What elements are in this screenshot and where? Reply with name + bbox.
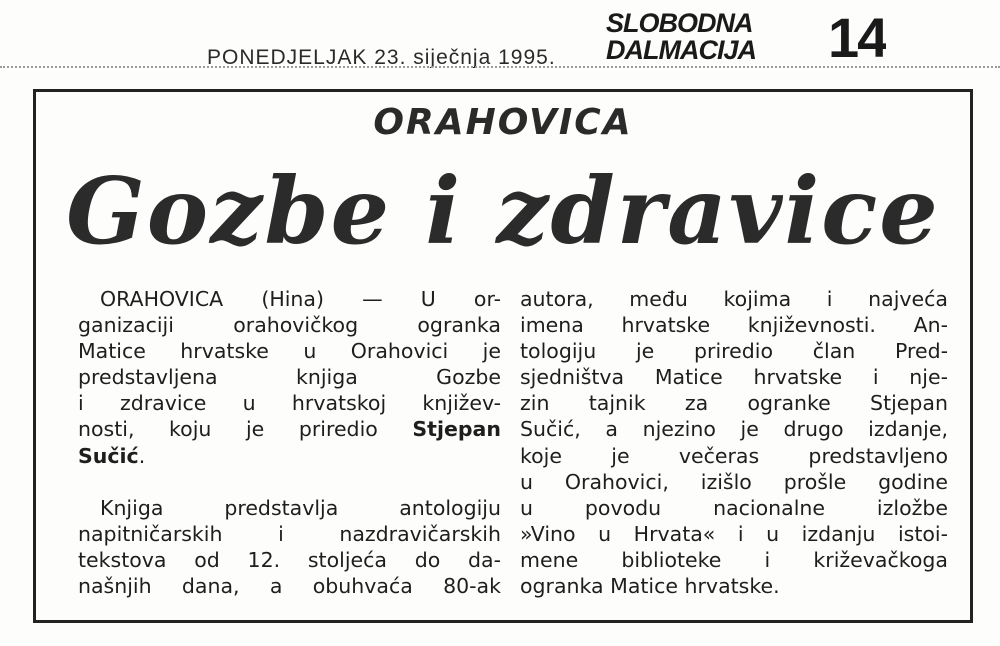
clipping-cut-line [0,66,1000,68]
text-line: zin tajnik za ogranke Stjepan [520,391,948,416]
text-line: tologiju je priredio član Pred- [520,339,948,364]
newspaper-name-line2: DALMACIJA [606,35,756,65]
text-line: koje je večeras predstavljeno [520,443,948,468]
text-line: u Orahovici, izišlo prošle godine [520,469,948,494]
text-line: ogranka Matice hrvatske. [520,574,780,599]
article-column-left [78,286,501,599]
article-column-right [520,286,948,599]
article-frame [33,89,973,623]
text-line: Sučić, a njezino je drugo izdanje, [520,417,948,442]
text-line: autora, među kojima i najveća [520,287,948,311]
text-line: i zdravice u hrvatskoj književ- [78,391,501,416]
text-line [78,443,501,469]
text-fragment: nosti, koju je priredio [78,417,378,442]
text-line: imena hrvatske književnosti. An- [520,313,948,338]
article-headline: Gozbe i zdravice [66,157,940,265]
text-line: tekstova od 12. stoljeća do da- [78,547,501,572]
text-fragment: . [138,443,146,468]
text-line: ORAHOVICA (Hina) — U or- [100,287,501,311]
text-line: napitničarskih i nazdravičarskih [78,521,501,546]
article-kicker: ORAHOVICA [373,102,633,143]
author-name-last: Sučić [78,443,139,468]
page-number: 14 [828,10,887,66]
text-line: mene biblioteke i križevačkoga [520,547,948,572]
issue-date: PONEDJELJAK 23. siječnja 1995. [207,46,556,68]
text-line: ganizaciji orahovičkog ogranka [78,313,501,338]
newspaper-name-line1: SLOBODNA [606,10,753,38]
text-line: predstavljena knjiga Gozbe [78,365,501,390]
newspaper-masthead [0,0,1000,84]
text-line: našnjih dana, a obuhvaća 80-ak [78,573,501,598]
text-line: u povodu nacionalne izložbe [520,495,948,520]
newspaper-name [606,10,806,66]
author-name-first: Stjepan [412,417,501,442]
text-line: sjedništva Matice hrvatske i nje- [520,365,948,390]
text-line: Matice hrvatske u Orahovici je [78,339,501,364]
paragraph-gap [78,469,501,495]
text-line: »Vino u Hrvata« i u izdanju istoi- [520,521,948,546]
text-line [78,416,501,442]
text-line: Knjiga predstavlja antologiju [100,495,501,520]
